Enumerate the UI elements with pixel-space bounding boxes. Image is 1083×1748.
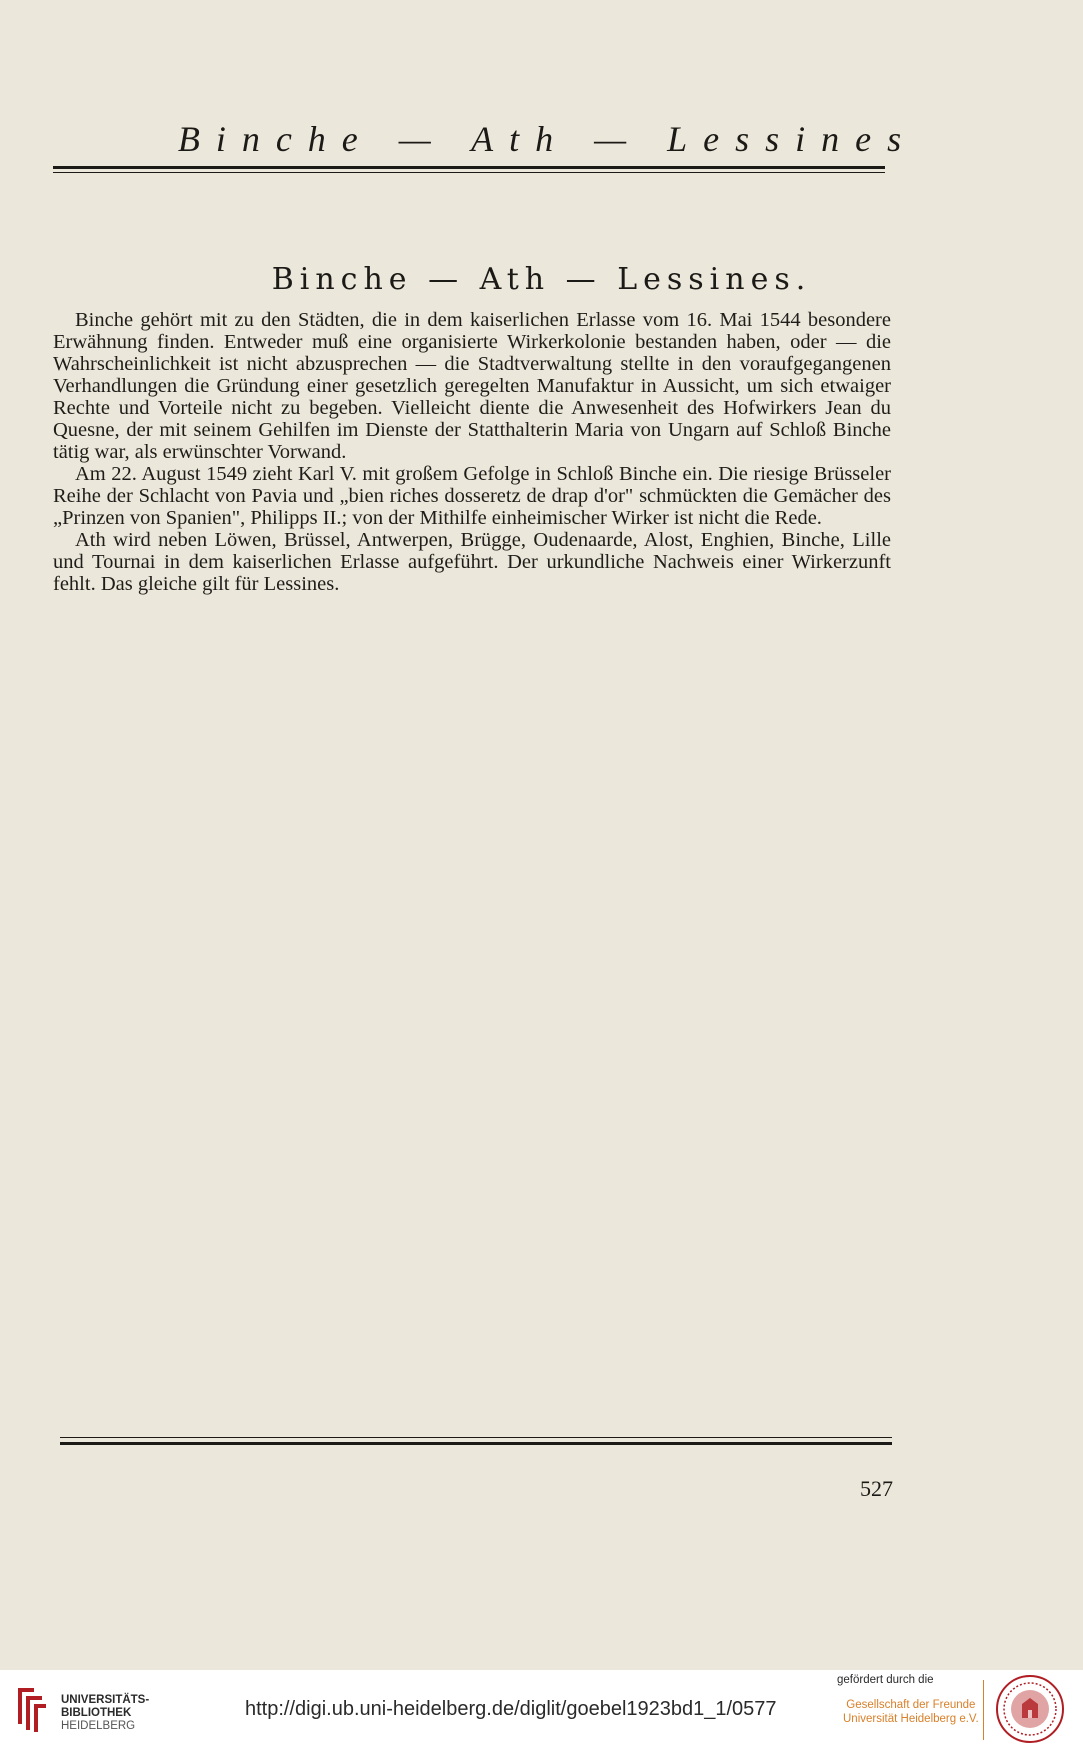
paragraph-ath: Ath wird neben Löwen, Brüssel, Antwerpen, Brügge, Oudenaarde, Alost, Enghien, Binche, Lille und Tournai in dem kaiserlichen Erlasse aufgeführt. Der urkundliche Nachweis einer Wirkerzunft fehlt. Das gleiche gilt für Lessines. xyxy=(53,529,891,595)
sponsor-name xyxy=(843,1698,979,1726)
header-rule-thin xyxy=(53,172,885,173)
paragraph-binche: Binche gehört mit zu den Städten, die in dem kaiserlichen Erlasse vom 16. Mai 1544 besondere Erwähnung finden. Entweder muß eine organisierte Wirkerkolonie bestanden haben, oder — die Wahrscheinlichkeit ist nicht abzusprechen — die Stadtverwaltung stellte in den voraufgegangenen Verhandlungen die Gründung einer gesetzlich geregelten Manufaktur in Aussicht, um sich etwaiger Rechte und Vorteile nicht zu begeben. Vielleicht diente die Anwesenheit des Hofwirkers Jean du Quesne, der mit seinem Gehilfen im Dienste der Statthalterin Maria von Ungarn auf Schloß Binche tätig war, als erwünschter Vorwand. xyxy=(53,309,891,463)
library-name-line3: HEIDELBERG xyxy=(61,1720,136,1732)
sponsor-divider xyxy=(983,1680,984,1740)
footer-rule-thick xyxy=(60,1442,892,1445)
sponsor-line2: Universität Heidelberg e.V. xyxy=(843,1713,979,1725)
ub-heidelberg-logo-icon xyxy=(12,1684,50,1734)
section-title: Binche — Ath — Lessines. xyxy=(271,262,812,297)
document-url-link[interactable]: http://digi.ub.uni-heidelberg.de/diglit/goebel1923bd1_1/0577 xyxy=(245,1698,777,1720)
footer-rule-thin xyxy=(60,1437,892,1438)
page-number: 527 xyxy=(860,1476,893,1501)
sponsor-line1: Gesellschaft der Freunde xyxy=(846,1699,976,1711)
header-rule-thick xyxy=(53,166,885,169)
university-seal-icon xyxy=(995,1674,1065,1744)
library-name xyxy=(61,1694,149,1733)
sponsor-prefix: gefördert durch die xyxy=(837,1674,934,1686)
library-name-line2: BIBLIOTHEK xyxy=(61,1707,132,1719)
running-head: Binche — Ath — Lessines xyxy=(177,119,918,159)
paragraph-karl-v: Am 22. August 1549 zieht Karl V. mit großem Gefolge in Schloß Binche ein. Die riesige Brüsseler Reihe der Schlacht von Pavia und „bien riches dosseretz de drap d'or" schmückten die Gemächer des „Prinzen von Spanien", Philipps II.; von der Mithilfe einheimischer Wirker ist nicht die Rede. xyxy=(53,463,891,529)
digitization-footer xyxy=(0,1670,1083,1748)
library-name-line1: UNIVERSITÄTS- xyxy=(61,1694,150,1706)
body-text xyxy=(53,309,891,595)
